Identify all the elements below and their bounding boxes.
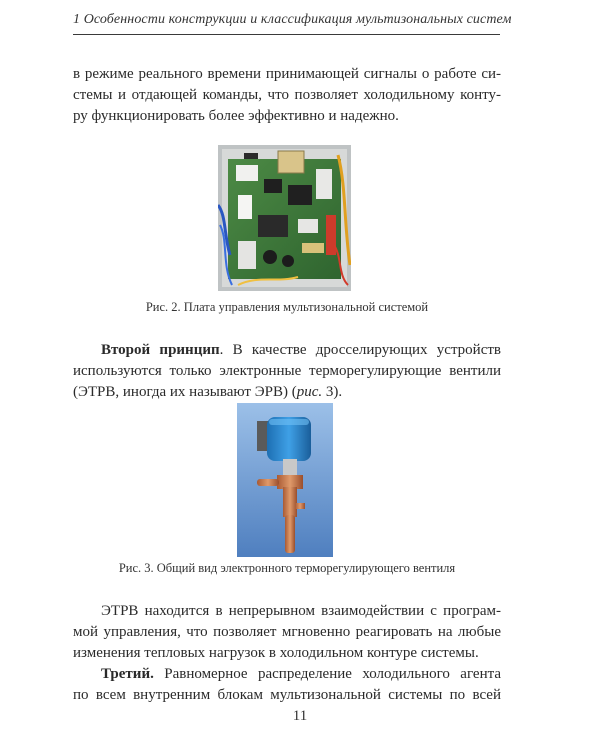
text-line: в режиме реального времени принимающей сигналы о работе си- [73,66,501,82]
lead-term: Второй принцип [101,342,220,358]
text-line: стемы и отдающей команды, что позволяет холодильному конту- [73,87,501,103]
paragraph-third-principle [73,664,501,706]
figure-reference: рис. [296,384,323,400]
text-fragment: . В качестве дросселирующих устройств [219,342,502,358]
text-fragment: (ЭТРВ, иногда их называют ЭРВ) ( [73,384,297,400]
text-line [73,601,501,622]
figure-3-caption: Рис. 3. Общий вид электронного терморегулирующего вентиля [118,561,456,575]
paragraph-etrv [73,601,501,664]
text-line: используются только электронные терморегулирующие вентили [73,363,501,379]
text-line: изменения тепловых нагрузок в холодильном контуре системы. [73,645,479,661]
page-number: 11 [292,708,308,724]
lead-term: Третий. [101,666,154,682]
text-line [73,664,501,685]
figure-2-caption: Рис. 2. Плата управления мультизональной системой [145,300,429,314]
text-fragment: Равномерное распределение холодильного агента [153,666,501,682]
running-header-title: 1 Особенности конструкции и классификация мультизональных систем [73,12,512,27]
text-line: по всем внутренним блокам мультизональной системы по всей [73,687,501,703]
text-fragment: ЭТРВ находится в непрерывном взаимодействии с програм- [101,603,501,619]
text-fragment: 3). [322,384,343,400]
header-divider [73,34,500,35]
text-line: мой управления, что позволяет мгновенно реагировать на любые [73,624,501,640]
control-board-photo [218,145,351,291]
paragraph-continuation [73,64,501,127]
text-line [73,382,501,403]
text-line: ру функционировать более эффективно и надежно. [73,108,399,124]
text-line [73,340,501,361]
paragraph-second-principle [73,340,501,403]
electronic-valve-photo [237,403,333,557]
